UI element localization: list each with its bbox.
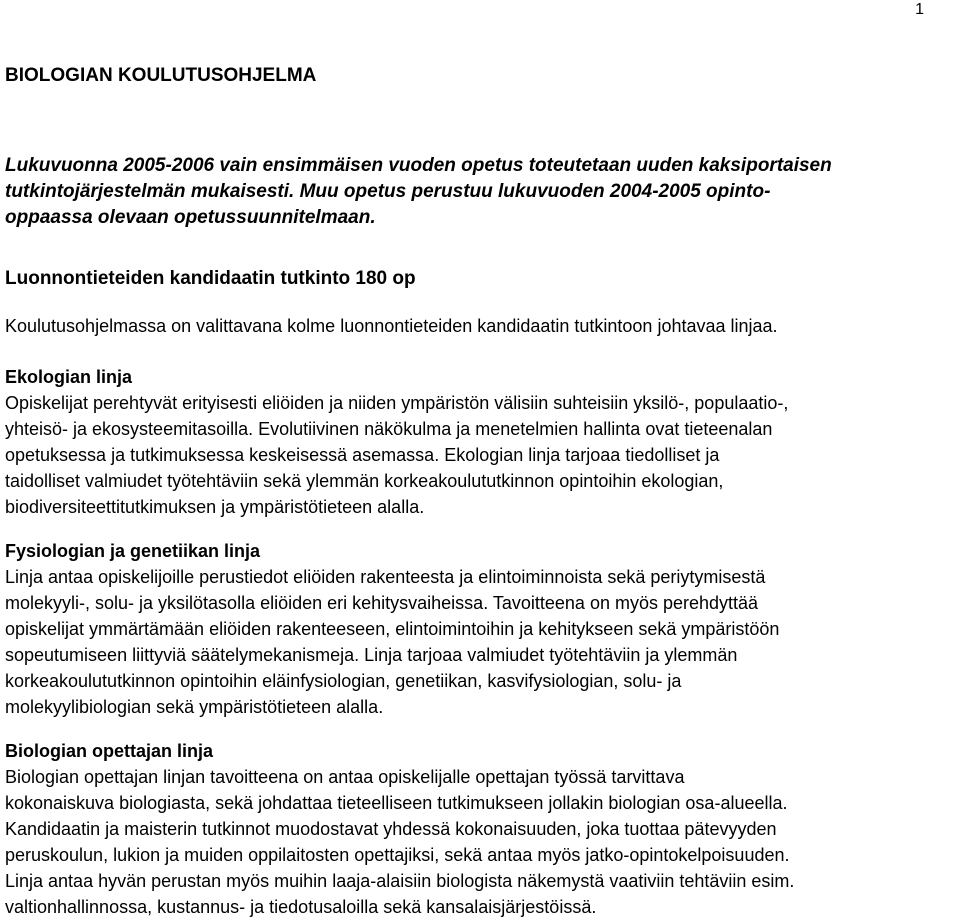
section-heading: Biologian opettajan linja — [5, 741, 214, 761]
section-physiology-genetics — [5, 538, 957, 720]
body-line: opiskelijat ymmärtämään eliöiden rakenteeseen, elintoimintoihin ja kehitykseen sekä ympäristöön — [5, 619, 780, 639]
intro-line: oppaassa olevaan opetussuunnitelmaan. — [5, 207, 376, 228]
section-teacher — [5, 738, 957, 920]
intro-note — [5, 153, 955, 231]
body-line: molekyylibiologian sekä ympäristötieteen alalla. — [5, 697, 384, 717]
section-body — [5, 764, 957, 920]
section-ecology — [5, 364, 957, 520]
body-line: biodiversiteettitutkimuksen ja ympäristötieteen alalla. — [5, 497, 425, 517]
body-line: Opiskelijat perehtyvät erityisesti eliöiden ja niiden ympäristön välisiin suhteisiin yksilö-, populaatio-, — [5, 393, 789, 413]
intro-line: Lukuvuonna 2005-2006 vain ensimmäisen vuoden opetus toteutetaan uuden kaksiportaisen — [5, 155, 832, 176]
body-line: yhteisö- ja ekosysteemitasoilla. Evolutiivinen näkökulma ja menetelmien hallinta ovat tieteenalan — [5, 419, 773, 439]
section-body — [5, 564, 957, 720]
section-body — [5, 390, 957, 520]
body-line: Linja antaa opiskelijoille perustiedot eliöiden rakenteesta ja elintoiminnoista sekä periytymisestä — [5, 567, 766, 587]
body-line: korkeakoulututkinnon opintoihin eläinfysiologian, genetiikan, kasvifysiologian, solu- ja — [5, 671, 682, 691]
body-line: sopeutumiseen liittyviä säätelymekanismeja. Linja tarjoaa valmiudet työtehtäviin ja ylemmän — [5, 645, 738, 665]
body-line: taidolliset valmiudet työtehtäviin sekä ylemmän korkeakoulututkinnon opintoihin ekologian, — [5, 471, 724, 491]
body-line: molekyyli-, solu- ja yksilötasolla eliöiden eri kehitysvaiheissa. Tavoitteena on myös perehdyttää — [5, 593, 759, 613]
body-line: peruskoulun, lukion ja muiden oppilaitosten opettajiksi, sekä antaa myös jatko-opintokelpoisuuden. — [5, 845, 790, 865]
degree-description: Koulutusohjelmassa on valittavana kolme luonnontieteiden kandidaatin tutkintoon johtavaa linjaa. — [5, 316, 778, 336]
intro-line: tutkintojärjestelmän mukaisesti. Muu opetus perustuu lukuvuoden 2004-2005 opinto- — [5, 181, 771, 202]
section-heading: Ekologian linja — [5, 367, 133, 387]
body-line: kokonaiskuva biologiasta, sekä johdattaa tieteelliseen tutkimukseen jollakin biologian osa-alueella. — [5, 793, 788, 813]
body-line: Biologian opettajan linjan tavoitteena on antaa opiskelijalle opettajan työssä tarvittava — [5, 767, 685, 787]
body-line: Kandidaatin ja maisterin tutkinnot muodostavat yhdessä kokonaisuuden, joka tuottaa pätevyyden — [5, 819, 777, 839]
body-line: Linja antaa hyvän perustan myös muihin laaja-alaisiin biologista näkemystä vaativiin tehtäviin esim. — [5, 871, 795, 891]
document-title: BIOLOGIAN KOULUTUSOHJELMA — [5, 65, 317, 86]
degree-title: Luonnontieteiden kandidaatin tutkinto 180 op — [5, 268, 416, 289]
section-heading: Fysiologian ja genetiikan linja — [5, 541, 261, 561]
page-number: 1 — [915, 1, 924, 18]
body-line: valtionhallinnossa, kustannus- ja tiedotusaloilla sekä kansalaisjärjestöissä. — [5, 897, 597, 917]
body-line: opetuksessa ja tutkimuksessa keskeisessä asemassa. Ekologian linja tarjoaa tiedolliset ja — [5, 445, 720, 465]
